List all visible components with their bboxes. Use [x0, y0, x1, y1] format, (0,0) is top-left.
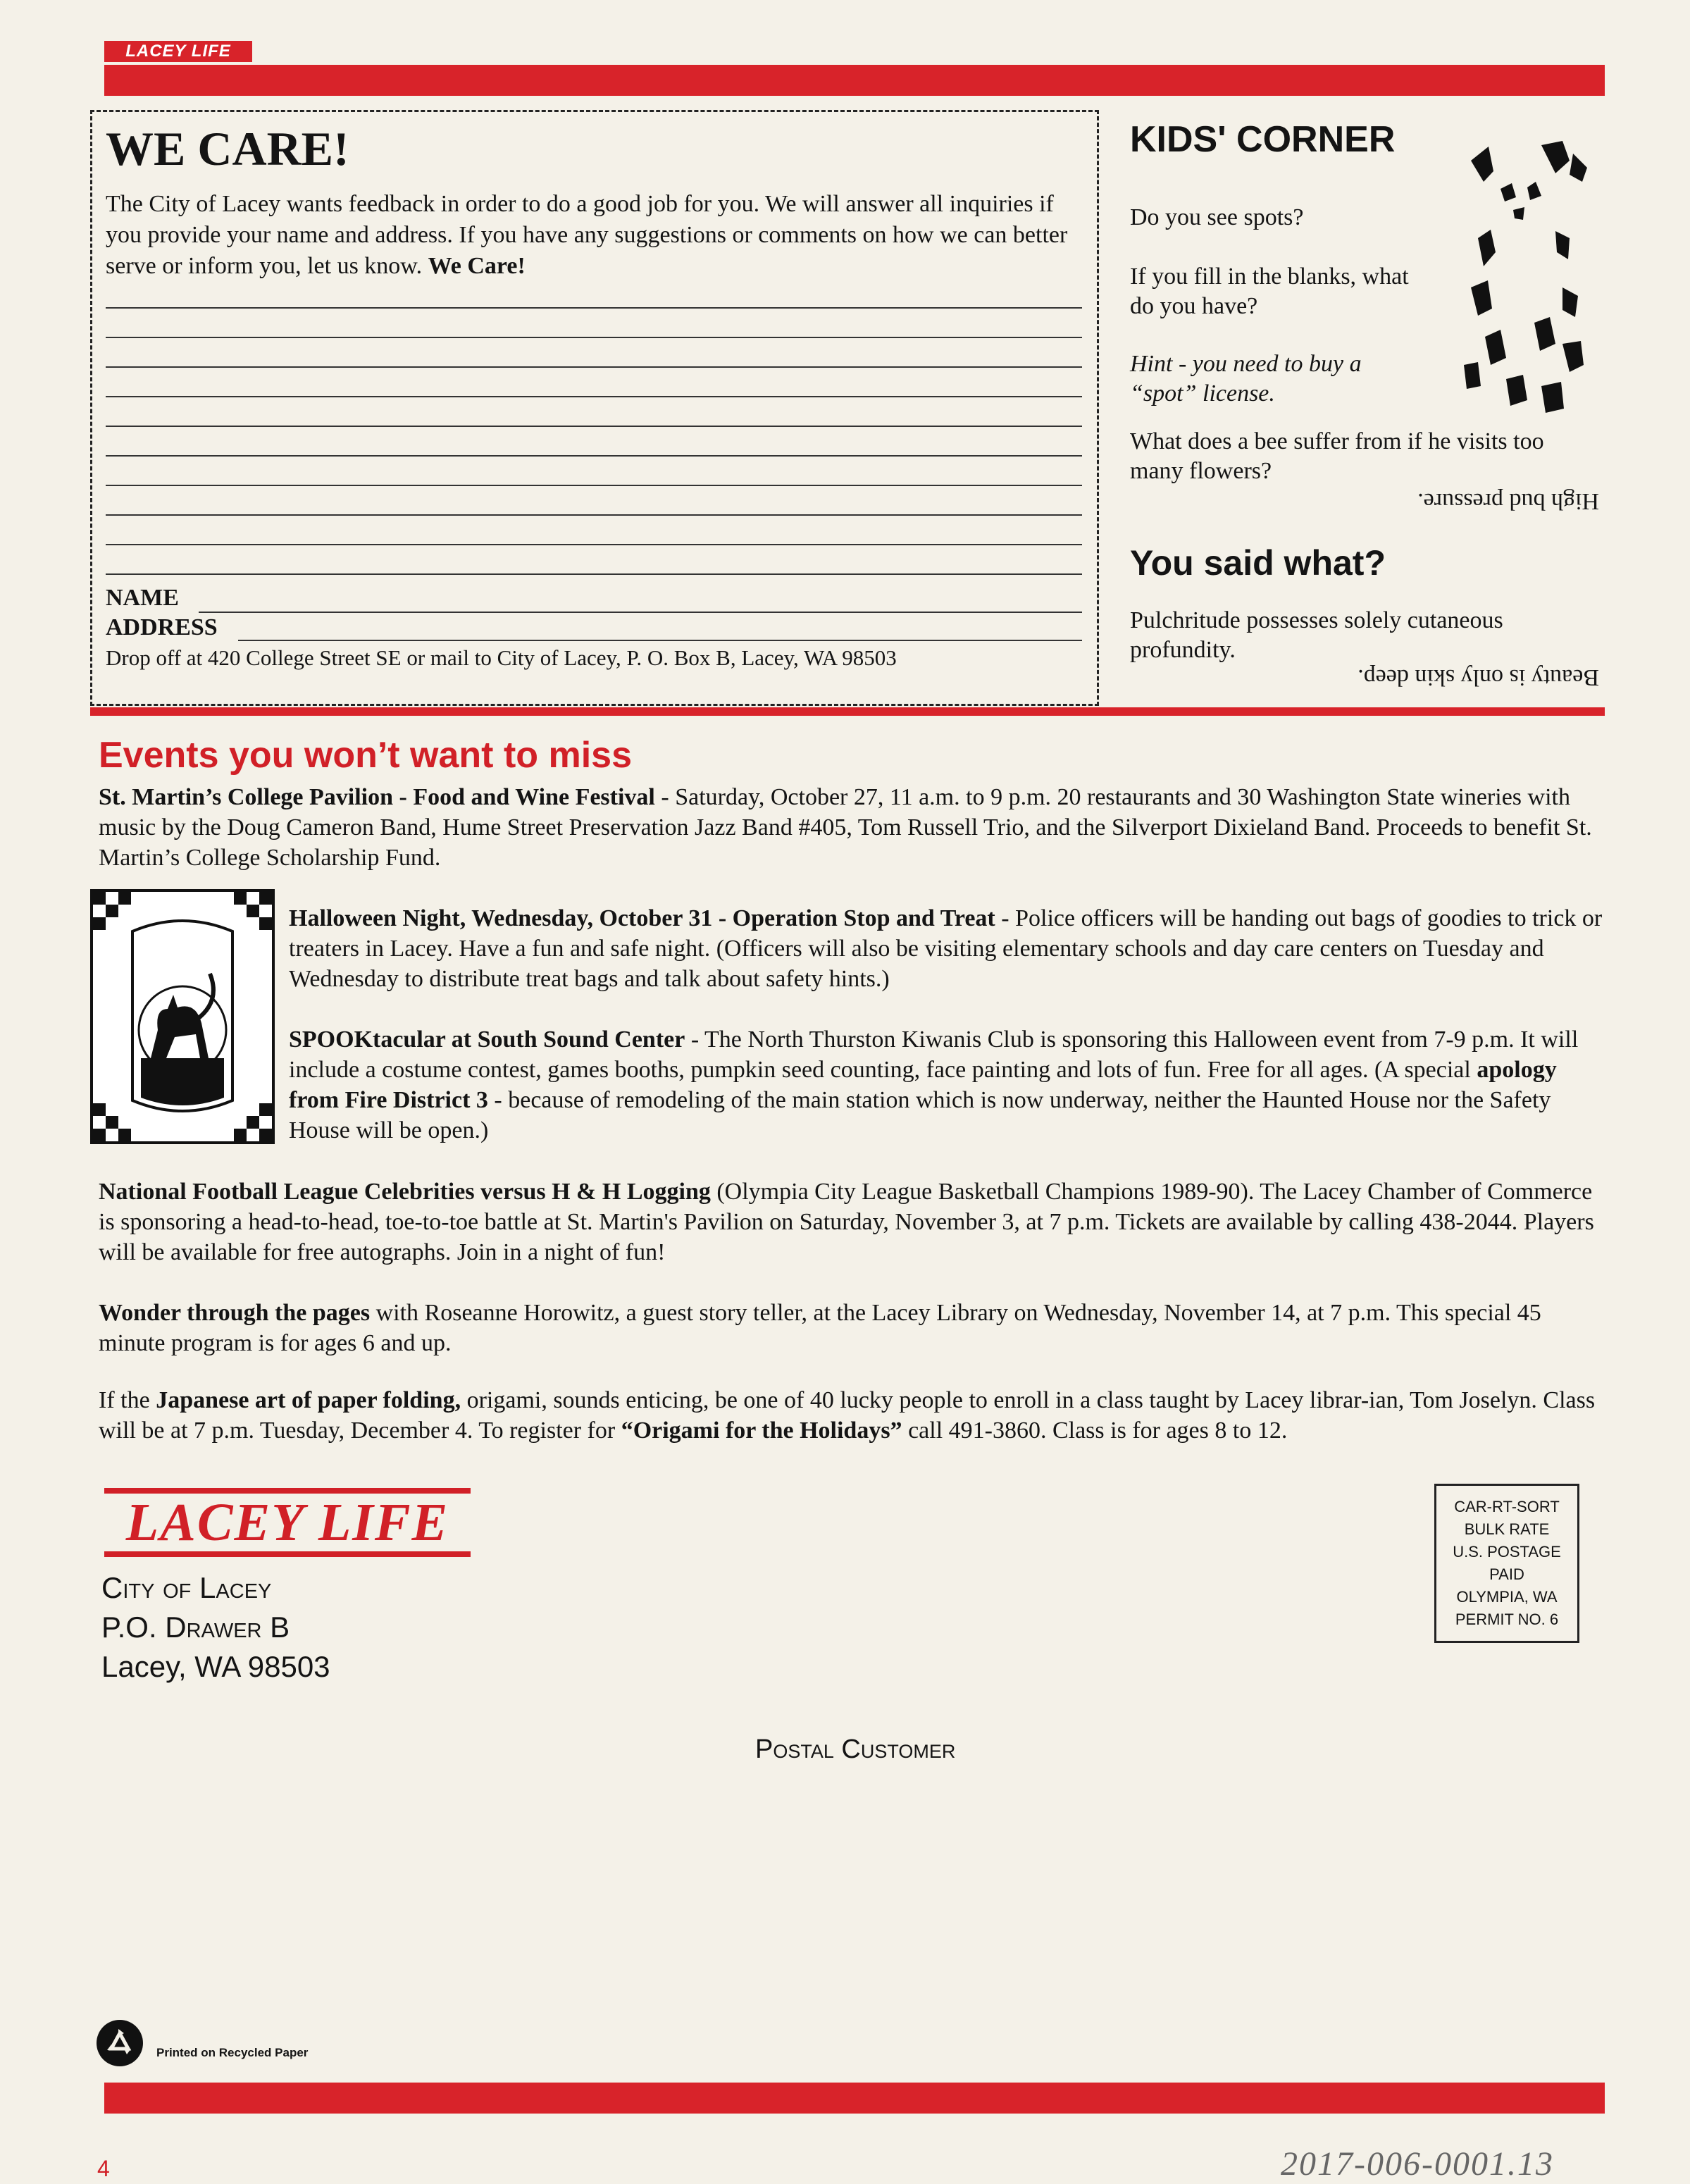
permit-line: PAID [1489, 1565, 1524, 1583]
you-said-what-title: You said what? [1130, 543, 1386, 583]
kids-puzzle-answer: Beauty is only skin deep. [1357, 664, 1599, 690]
event-nfl-celebrities: National Football League Celebrities versus H & H Logging (Olympia City League Basketball Champions 1989-90). The Lacey Chamber of Commerce is sponsoring a head-to-head, toe-to-toe battle at St. Martin's Pavilion on Saturday, November 3, at 7 p.m. Tickets are available by calling 438-2044. Players will be available for free autographs. Join in a night of fun! [99, 1179, 1594, 1265]
recycled-paper-note: Printed on Recycled Paper [156, 2046, 309, 2059]
form-line[interactable] [106, 485, 1082, 486]
events-title: Events you won’t want to miss [99, 735, 632, 776]
permit-line: BULK RATE [1464, 1520, 1550, 1538]
accession-number: 2017-006-0001.13 [1281, 2145, 1554, 2183]
form-line[interactable] [106, 514, 1082, 516]
return-address-line-2: P.O. Drawer B [101, 1611, 290, 1644]
event-food-wine: St. Martin’s College Pavilion - Food and Wine Festival - Saturday, October 27, 11 a.m. to 9 p.m. 20 restaurants and 30 Washington State wineries with music by the Doug Cameron Band, Hume Street Preservation Jazz Band #405, Tom Russell Trio, and the Silverport Dixieland Band. Proceeds to benefit St. Martin’s College Scholarship Fund. [99, 784, 1592, 871]
dropoff-instructions: Drop off at 420 College Street SE or mail to City of Lacey, P. O. Box B, Lacey, WA 98503 [106, 645, 897, 670]
address-label: ADDRESS [106, 614, 218, 640]
wecare-text: The City of Lacey wants feedback in order to do a good job for you. We will answer all inquiries if you provide your name and address. If you have any suggestions or comments on how we can better serve or inform you, let us know. We Care! [106, 191, 1068, 279]
form-line[interactable] [106, 366, 1082, 368]
top-red-bar [104, 65, 1605, 96]
event-halloween-night: Halloween Night, Wednesday, October 31 - Operation Stop and Treat - Police officers will be handing out bags of goodies to trick or treaters in Lacey. Have a fun and safe night. (Officers will also be visiting elementary schools and day care centers on Tuesday and Wednesday to distribute treat bags and talk about safety hints.) [289, 905, 1603, 992]
section-divider [90, 707, 1605, 716]
permit-line: PERMIT NO. 6 [1455, 1611, 1559, 1628]
page-number: 4 [97, 2156, 110, 2181]
lacey-life-logo: LACEY LIFE [104, 1488, 471, 1557]
masthead-logo: LACEY LIFE [104, 41, 252, 62]
form-line[interactable] [106, 544, 1082, 545]
kids-corner-title: KIDS' CORNER [1130, 119, 1396, 160]
event-story-teller: Wonder through the pages with Roseanne Horowitz, a guest story teller, at the Lacey Library on Wednesday, November 14, at 7 p.m. This special 45 minute program is for ages 6 and up. [99, 1300, 1541, 1356]
bottom-red-bar [104, 2083, 1605, 2114]
postal-customer: Postal Customer [755, 1735, 956, 1764]
return-address-line-3: Lacey, WA 98503 [101, 1650, 330, 1683]
permit-line: CAR-RT-SORT [1454, 1498, 1560, 1515]
kids-answer-3: High bud pressure. [1417, 488, 1599, 514]
return-address-line-1: City of Lacey [101, 1571, 272, 1604]
kids-puzzle: Pulchritude possesses solely cutaneous profundity. [1130, 607, 1503, 663]
form-line[interactable] [106, 396, 1082, 397]
recycle-icon [94, 2018, 145, 2068]
postage-permit-box [1434, 1484, 1579, 1643]
form-line[interactable] [106, 455, 1082, 457]
halloween-cat-icon [90, 889, 275, 1144]
wecare-title: WE CARE! [106, 122, 349, 175]
address-field[interactable] [238, 640, 1082, 641]
event-origami: If the Japanese art of paper folding, origami, sounds enticing, be one of 40 lucky people to enroll in a class taught by Lacey librar-ian, Tom Joselyn. Class will be at 7 p.m. Tuesday, December 4. To register for “Origami for the Holidays” call 491-3860. Class is for ages 8 to 12. [99, 1387, 1596, 1444]
name-field[interactable] [199, 612, 1082, 613]
kids-hint: Hint - you need to buy a “spot” license. [1130, 351, 1362, 407]
permit-line: OLYMPIA, WA [1456, 1588, 1558, 1606]
form-line[interactable] [106, 573, 1082, 575]
event-spooktacular: SPOOKtacular at South Sound Center - The North Thurston Kiwanis Club is sponsoring this Halloween event from 7-9 p.m. It will include a costume contest, games booths, pumpkin seed counting, face painting and lots of fun. Free for all ages. (A special apology from Fire District 3 - because of remodeling of the main station which is now underway, neither the Haunted House nor the Safety House will be open.) [289, 1026, 1579, 1143]
kids-question-2: If you fill in the blanks, what do you have? [1130, 263, 1409, 319]
form-line[interactable] [106, 337, 1082, 338]
form-line[interactable] [106, 307, 1082, 309]
kids-question-3: What does a bee suffer from if he visits too many flowers? [1130, 428, 1544, 484]
spotted-dog-icon [1457, 132, 1591, 421]
permit-line: U.S. POSTAGE [1453, 1543, 1561, 1561]
form-line[interactable] [106, 426, 1082, 427]
name-label: NAME [106, 585, 179, 611]
kids-question-1: Do you see spots? [1130, 204, 1304, 230]
